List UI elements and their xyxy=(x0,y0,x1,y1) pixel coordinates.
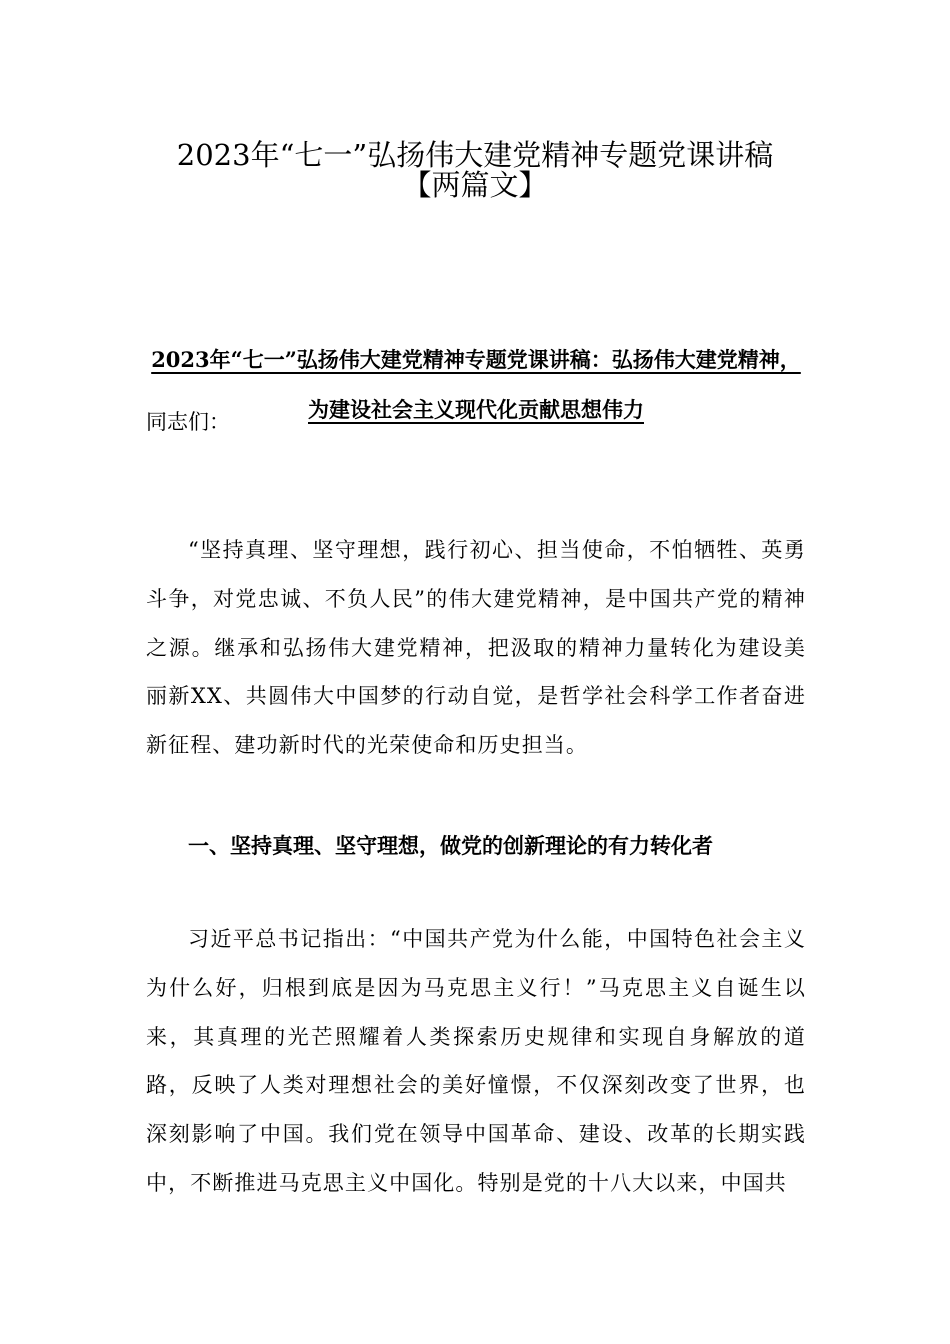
body-paragraph-1: “坚持真理、坚守理想，践行初心、担当使命，不怕牺牲、英勇斗争，对党忠诚、不负人民”的伟大建党精神，是中国共产党的精神之源。继承和弘扬伟大建党精神，把汲取的精神力量转化为建设美丽新XX、共圆伟大中国梦的行动自觉，是哲学社会科学工作者奋进新征程、建功新时代的光荣使命和历史担当。 xyxy=(146,538,806,758)
article-subtitle: 2023年“七一”弘扬伟大建党精神专题党课讲稿：弘扬伟大建党精神，为建设社会主义现代化贡献思想伟力 xyxy=(151,347,801,422)
salutation: 同志们： xyxy=(146,410,230,434)
section-heading-1: 一、坚持真理、坚守理想，做党的创新理论的有力转化者 xyxy=(188,833,713,858)
document-title: 2023年“七一”弘扬伟大建党精神专题党课讲稿 xyxy=(176,138,774,172)
document-title-suffix: 【两篇文】 xyxy=(402,168,548,202)
body-paragraph-2: 习近平总书记指出：“中国共产党为什么能，中国特色社会主义为什么好，归根到底是因为马克思主义行！”马克思主义自诞生以来，其真理的光芒照耀着人类探索历史规律和实现自身解放的道路，反映了人类对理想社会的美好憧憬，不仅深刻改变了世界，也深刻影响了中国。我们党在领导中国革命、建设、改革的长期实践中，不断推进马克思主义中国化。特别是党的十八大以来，中国共 xyxy=(146,927,806,1195)
